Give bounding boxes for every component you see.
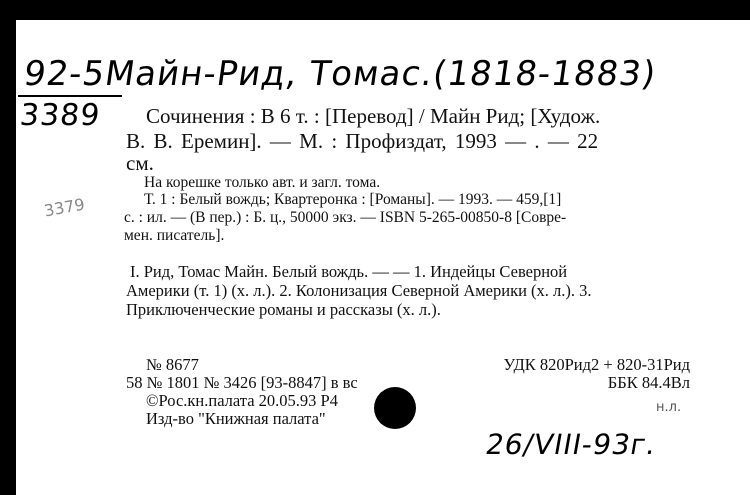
handwritten-date: 26/VIII-93г.	[483, 428, 660, 461]
call-number-rule	[18, 95, 122, 97]
bbk-code: ББК 84.4Вл	[607, 373, 690, 392]
udk-code: УДК 820Рид2 + 820-31Рид	[503, 355, 690, 374]
note-line-4: мен. писатель].	[124, 227, 225, 244]
note-line-3: с. : ил. — (В пер.) : Б. ц., 50000 экз. — ISBN 5-265-00850-8 [Совре-	[124, 209, 567, 226]
footer-number: № 8677	[146, 355, 199, 374]
ink-blot	[374, 387, 416, 429]
note-line-1: На корешке только авт. и загл. тома.	[144, 174, 381, 191]
pencil-mark: 3379	[42, 194, 87, 221]
catalog-card	[16, 20, 750, 495]
footer-copyright: ©Рос.кн.палата 20.05.93 Р4	[146, 391, 338, 410]
small-mark: н.л.	[656, 400, 682, 415]
footer-codes: 58 № 1801 № 3426 [93-8847] в вс	[126, 373, 358, 392]
handwritten-heading: 92-5Майн-Рид, Томас.(1818-1883)	[21, 54, 659, 94]
title-line-3: см.	[126, 151, 154, 175]
footer-publisher: Изд-во "Книжная палата"	[146, 409, 326, 428]
title-line-2: В. В. Еремин]. — М. : Профиздат, 1993 — . — 22	[126, 129, 599, 153]
note-line-2: Т. 1 : Белый вождь; Квартеронка : [Романы]. — 1993. — 459,[1]	[144, 191, 562, 208]
title-line-1: Сочинения : В 6 т. : [Перевод] / Майн Рид; [Худож.	[146, 104, 601, 128]
call-number: 3389	[18, 98, 103, 133]
subject-line-3: Приключенческие романы и рассказы (х. л.).	[126, 300, 441, 319]
subject-line-2: Америки (т. 1) (х. л.). 2. Колонизация Северной Америки (х. л.). 3.	[126, 281, 592, 300]
subject-line-1: I. Рид, Томас Майн. Белый вождь. — — 1. Индейцы Северной	[130, 262, 568, 281]
